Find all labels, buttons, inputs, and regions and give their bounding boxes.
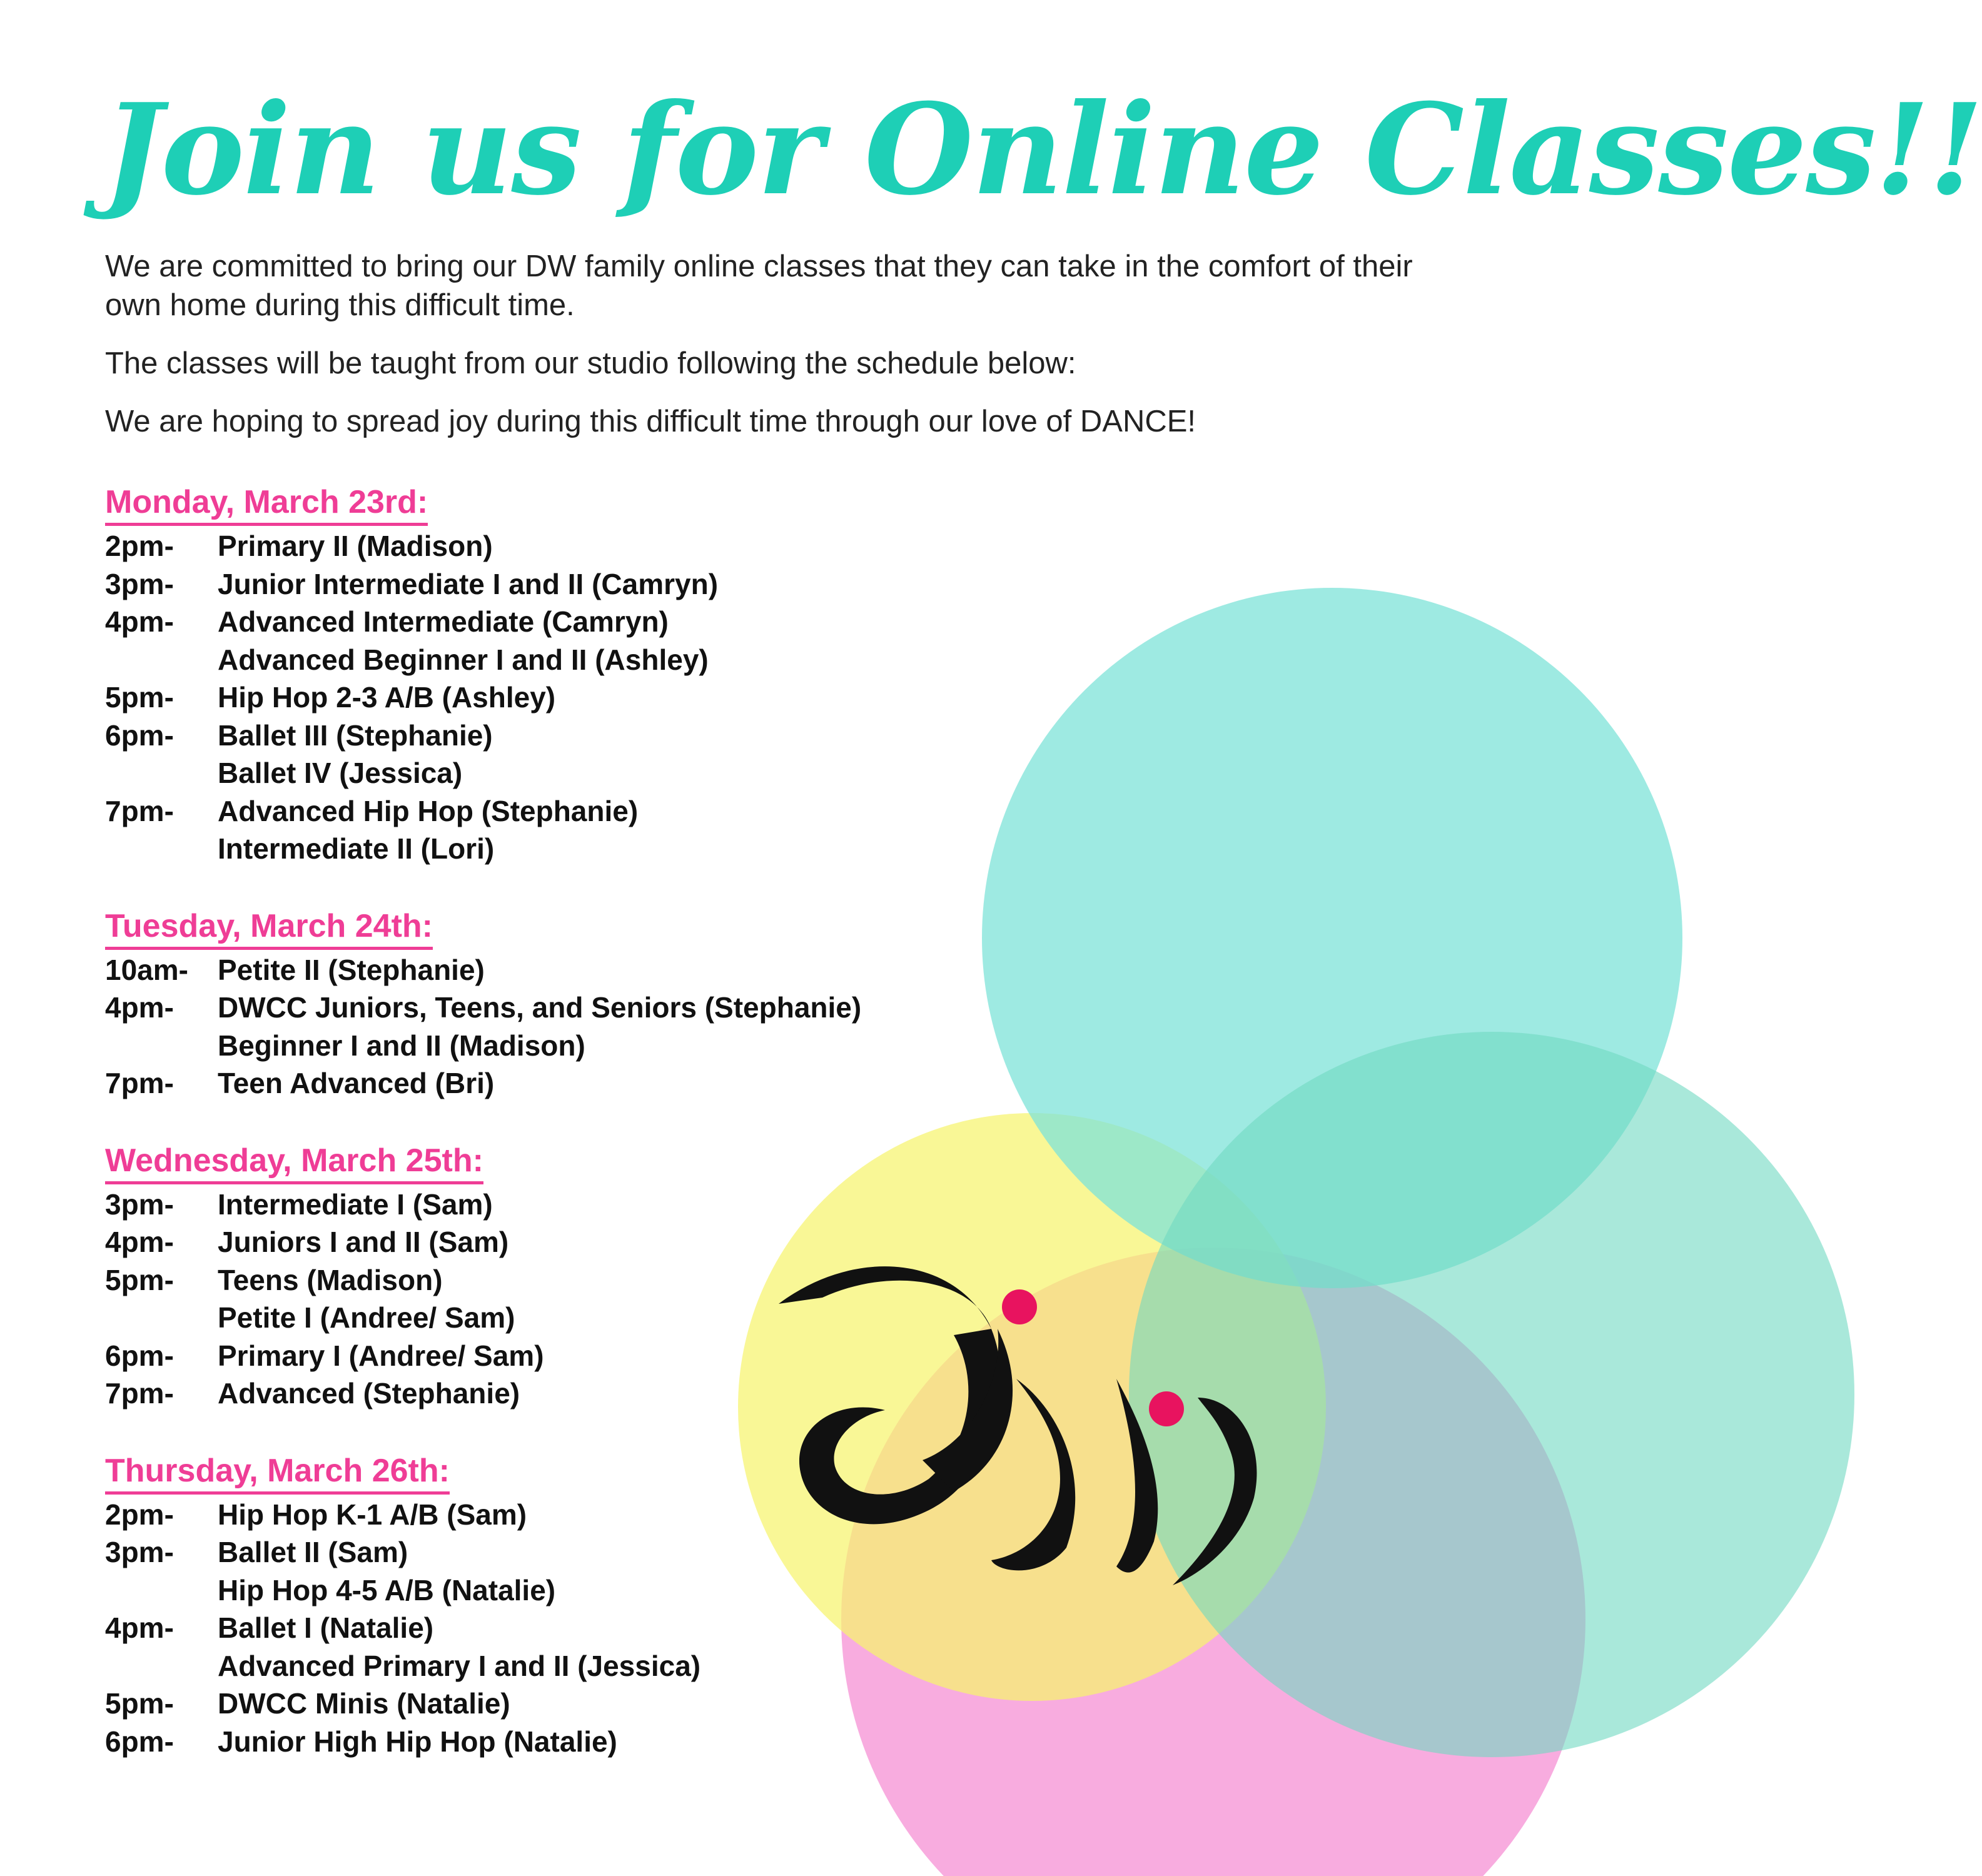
class-time: 7pm- (105, 1067, 174, 1099)
class-time: 6pm- (105, 1725, 174, 1758)
class-time: 7pm- (105, 1377, 174, 1410)
schedule-row (105, 1223, 1043, 1261)
class-name: DWCC Juniors, Teens, and Seniors (Stephanie) (218, 991, 862, 1024)
schedule-row (105, 1186, 1043, 1224)
class-name: Ballet II (Sam) (218, 1536, 408, 1568)
class-name: Ballet III (Stephanie) (218, 719, 493, 752)
class-name: Primary I (Andree/ Sam) (218, 1339, 544, 1372)
class-time (105, 1647, 218, 1685)
class-time: 4pm- (105, 1226, 174, 1258)
class-time: 4pm- (105, 605, 174, 638)
class-time: 4pm- (105, 991, 174, 1024)
class-name: Advanced Beginner I and II (Ashley) (218, 643, 709, 676)
schedule-row (105, 641, 1043, 679)
class-name: Juniors I and II (Sam) (218, 1226, 509, 1258)
schedule-row (105, 1496, 1043, 1534)
schedule-row (105, 1261, 1043, 1299)
day-heading: Wednesday, March 25th: (105, 1140, 483, 1184)
class-time: 2pm- (105, 1498, 174, 1531)
class-name: Petite I (Andree/ Sam) (218, 1301, 515, 1334)
schedule-day (105, 905, 1043, 1102)
intro-paragraph: The classes will be taught from our studio following the schedule below: (105, 346, 1076, 380)
class-name: Junior Intermediate I and II (Camryn) (218, 567, 719, 600)
class-time (105, 1571, 218, 1610)
class-name: Junior High Hip Hop (Natalie) (218, 1725, 617, 1758)
intro-paragraph: We are hoping to spread joy during this difficult time through our love of DANCE! (105, 405, 1196, 438)
class-name: Hip Hop 4-5 A/B (Natalie) (218, 1573, 556, 1606)
schedule-row (105, 1337, 1043, 1375)
class-time: 3pm- (105, 567, 174, 600)
schedule-row (105, 989, 1043, 1027)
class-time (105, 641, 218, 679)
class-name: Advanced Primary I and II (Jessica) (218, 1649, 701, 1682)
schedule-row (105, 527, 1043, 565)
class-name: Advanced (Stephanie) (218, 1377, 520, 1410)
day-heading: Tuesday, March 24th: (105, 905, 433, 950)
class-name: Hip Hop 2-3 A/B (Ashley) (218, 681, 556, 714)
schedule-row (105, 1723, 1043, 1761)
schedule-row (105, 1374, 1043, 1413)
class-name: Advanced Intermediate (Camryn) (218, 605, 669, 638)
schedule-row (105, 792, 1043, 830)
schedule-row (105, 951, 1043, 989)
class-time: 5pm- (105, 1687, 174, 1720)
page-title: Join us for Online Classes!! (103, 76, 1982, 223)
schedule-row (105, 1027, 1043, 1065)
schedule-row (105, 565, 1043, 603)
schedule-day (105, 1450, 1043, 1761)
class-name: Ballet IV (Jessica) (218, 757, 463, 789)
intro-paragraph: We are committed to bring our DW family online classes that they can take in the comfort of their own home during this difficult time. (105, 250, 1413, 322)
class-time: 6pm- (105, 1339, 174, 1372)
day-heading: Thursday, March 26th: (105, 1450, 450, 1495)
class-time (105, 1299, 218, 1337)
class-name: Primary II (Madison) (218, 530, 493, 562)
class-name: Advanced Hip Hop (Stephanie) (218, 794, 639, 827)
class-time: 5pm- (105, 681, 174, 714)
class-time (105, 1027, 218, 1065)
class-time: 3pm- (105, 1188, 174, 1221)
logo-dot-right (1149, 1391, 1184, 1426)
class-name: Hip Hop K-1 A/B (Sam) (218, 1498, 527, 1531)
schedule-day (105, 482, 1043, 868)
class-time: 2pm- (105, 530, 174, 562)
class-time: 5pm- (105, 1263, 174, 1296)
class-time: 6pm- (105, 719, 174, 752)
class-time: 10am- (105, 953, 188, 986)
class-time: 3pm- (105, 1536, 174, 1568)
intro-text (105, 247, 1418, 460)
schedule-row (105, 1609, 1043, 1647)
class-time (105, 754, 218, 792)
class-name: Teens (Madison) (218, 1263, 443, 1296)
day-heading: Monday, March 23rd: (105, 482, 428, 526)
class-name: DWCC Minis (Natalie) (218, 1687, 510, 1720)
class-name: Beginner I and II (Madison) (218, 1029, 585, 1062)
class-time: 7pm- (105, 794, 174, 827)
class-name: Ballet I (Natalie) (218, 1611, 434, 1644)
class-name: Petite II (Stephanie) (218, 953, 485, 986)
schedule-row (105, 754, 1043, 792)
schedule-row (105, 1064, 1043, 1102)
class-schedule (105, 482, 1043, 1798)
schedule-row (105, 1685, 1043, 1723)
class-name: Teen Advanced (Bri) (218, 1067, 495, 1099)
class-time: 4pm- (105, 1611, 174, 1644)
schedule-row (105, 1299, 1043, 1337)
class-time (105, 830, 218, 868)
schedule-row (105, 1533, 1043, 1571)
schedule-row (105, 603, 1043, 641)
class-name: Intermediate II (Lori) (218, 832, 495, 865)
schedule-row (105, 1571, 1043, 1610)
class-name: Intermediate I (Sam) (218, 1188, 493, 1221)
schedule-row (105, 1647, 1043, 1685)
schedule-row (105, 830, 1043, 868)
schedule-row (105, 678, 1043, 717)
schedule-row (105, 717, 1043, 755)
schedule-day (105, 1140, 1043, 1413)
